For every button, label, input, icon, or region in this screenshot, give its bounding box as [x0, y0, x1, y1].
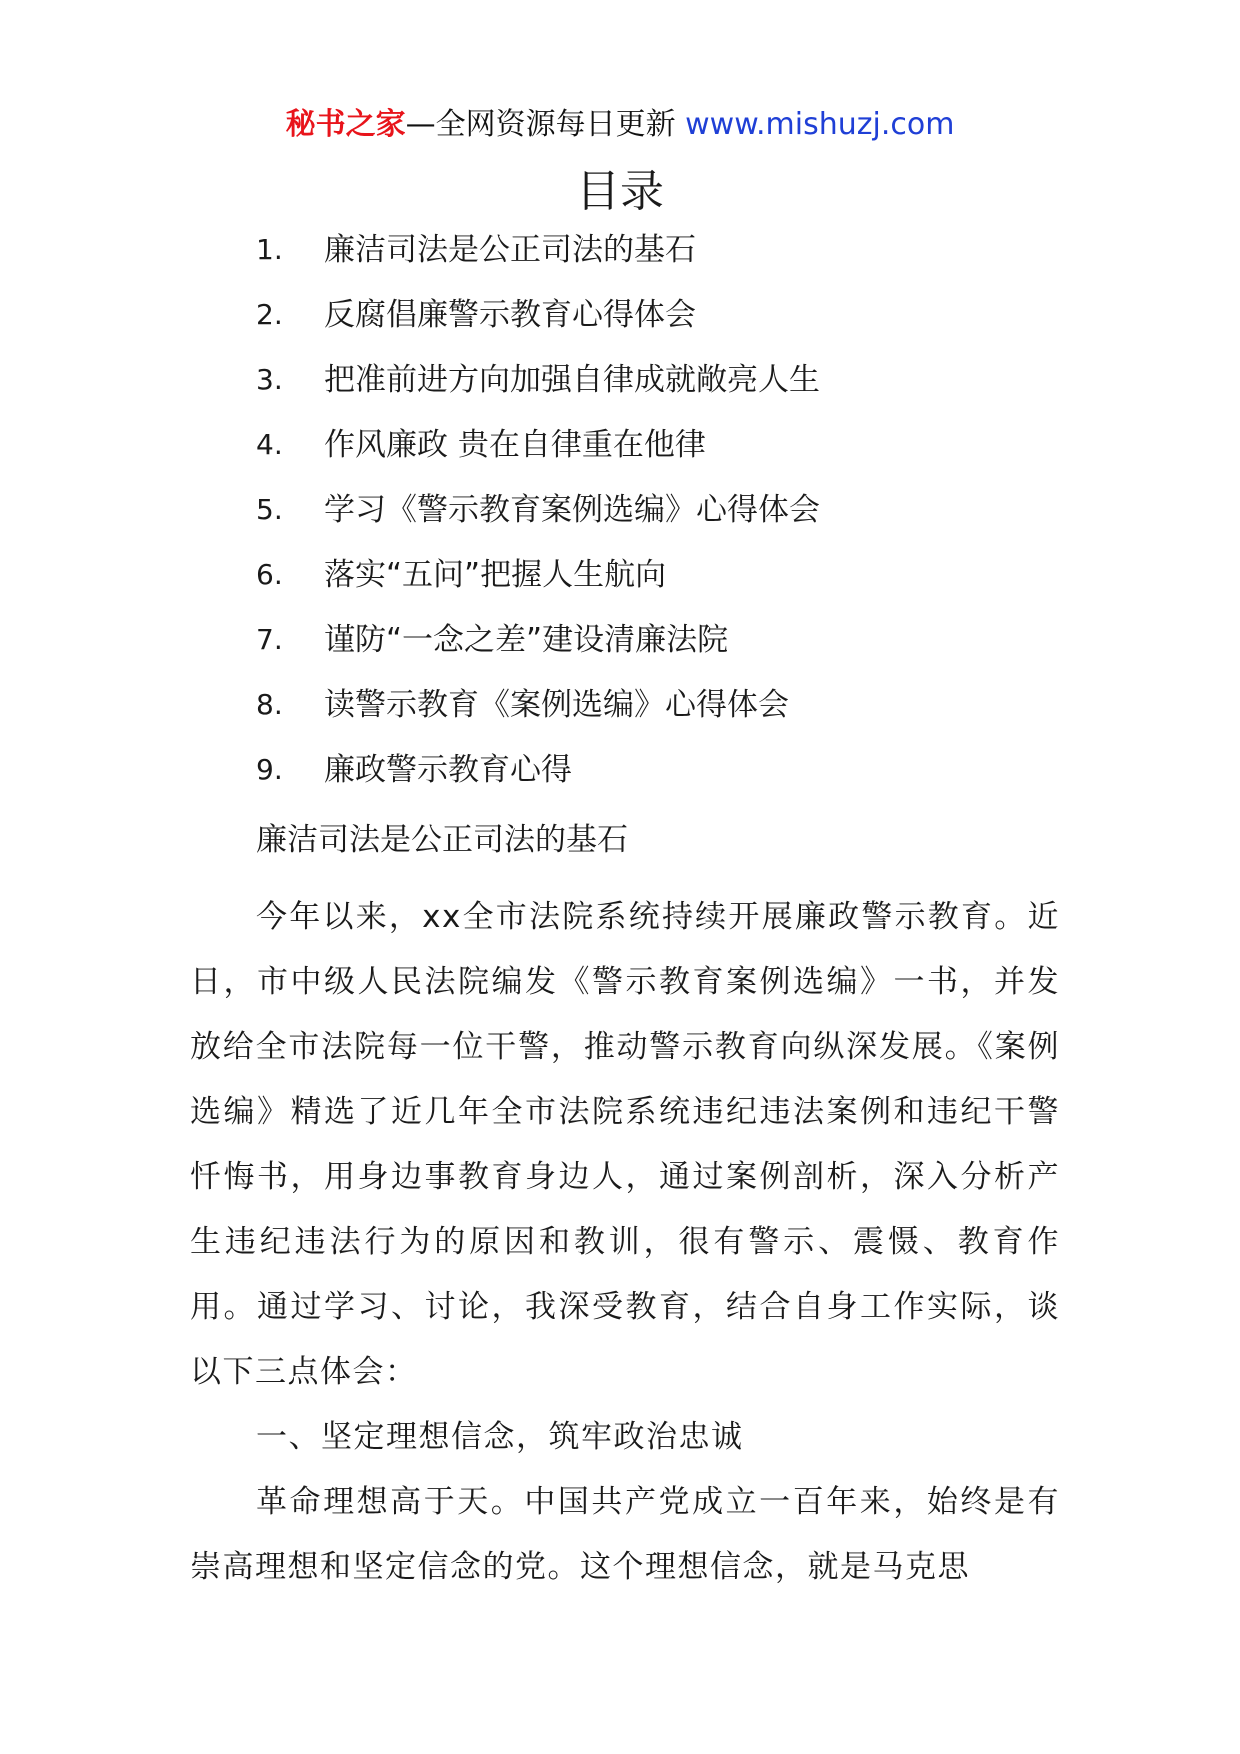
toc-number: 5.: [256, 493, 283, 526]
toc-item: [256, 293, 820, 358]
section-heading: 廉洁司法是公正司法的基石: [256, 822, 628, 858]
toc-item: [256, 553, 820, 618]
toc-item: [256, 488, 820, 553]
header-tagline: —全网资源每日更新: [405, 107, 676, 142]
toc-text: 落实“五问”把握人生航向: [324, 557, 667, 593]
toc-item: [256, 618, 820, 683]
toc-text: 学习《警示教育案例选编》心得体会: [324, 492, 820, 528]
toc-number: 9.: [256, 753, 283, 786]
toc-number: 2.: [256, 298, 283, 331]
table-of-contents: [256, 228, 820, 813]
toc-text: 廉政警示教育心得: [324, 752, 572, 788]
toc-text: 谨防“一念之差”建设清廉法院: [324, 622, 729, 658]
toc-number: 3.: [256, 363, 283, 396]
toc-number: 7.: [256, 623, 283, 656]
watermark-header: [0, 103, 1240, 147]
toc-text: 作风廉政 贵在自律重在他律: [324, 427, 706, 463]
toc-item: [256, 683, 820, 748]
body-paragraph: 今年以来，xx全市法院系统持续开展廉政警示教育。近日，市中级人民法院编发《警示教育案例选编》一书，并发放给全市法院每一位干警，推动警示教育向纵深发展。《案例选编》精选了近几年全市法院系统违纪违法案例和违纪干警忏悔书，用身边事教育身边人，通过案例剖析，深入分析产生违纪违法行为的原因和教训，很有警示、震慑、教育作用。通过学习、讨论，我深受教育，结合自身工作实际，谈以下三点体会：: [190, 899, 1060, 1390]
toc-number: 6.: [256, 558, 283, 591]
toc-text: 读警示教育《案例选编》心得体会: [324, 687, 789, 723]
toc-number: 8.: [256, 688, 283, 721]
toc-item: [256, 423, 820, 488]
body-paragraph: 革命理想高于天。中国共产党成立一百年来，始终是有崇高理想和坚定信念的党。这个理想信念，就是马克思: [190, 1484, 1060, 1585]
toc-item: [256, 358, 820, 423]
toc-text: 廉洁司法是公正司法的基石: [324, 232, 696, 268]
toc-number: 4.: [256, 428, 283, 461]
brand-name: 秘书之家: [285, 107, 406, 142]
toc-number: 1.: [256, 233, 283, 266]
toc-item: [256, 228, 820, 293]
body-text: [190, 885, 1060, 1600]
subsection-heading: 一、坚定理想信念，筑牢政治忠诚: [256, 1419, 744, 1455]
toc-text: 反腐倡廉警示教育心得体会: [324, 297, 696, 333]
page-title: 目录: [576, 166, 664, 217]
toc-item: [256, 748, 820, 813]
toc-text: 把准前进方向加强自律成就敞亮人生: [324, 362, 820, 398]
site-url-link[interactable]: www.mishuzj.com: [685, 107, 955, 142]
